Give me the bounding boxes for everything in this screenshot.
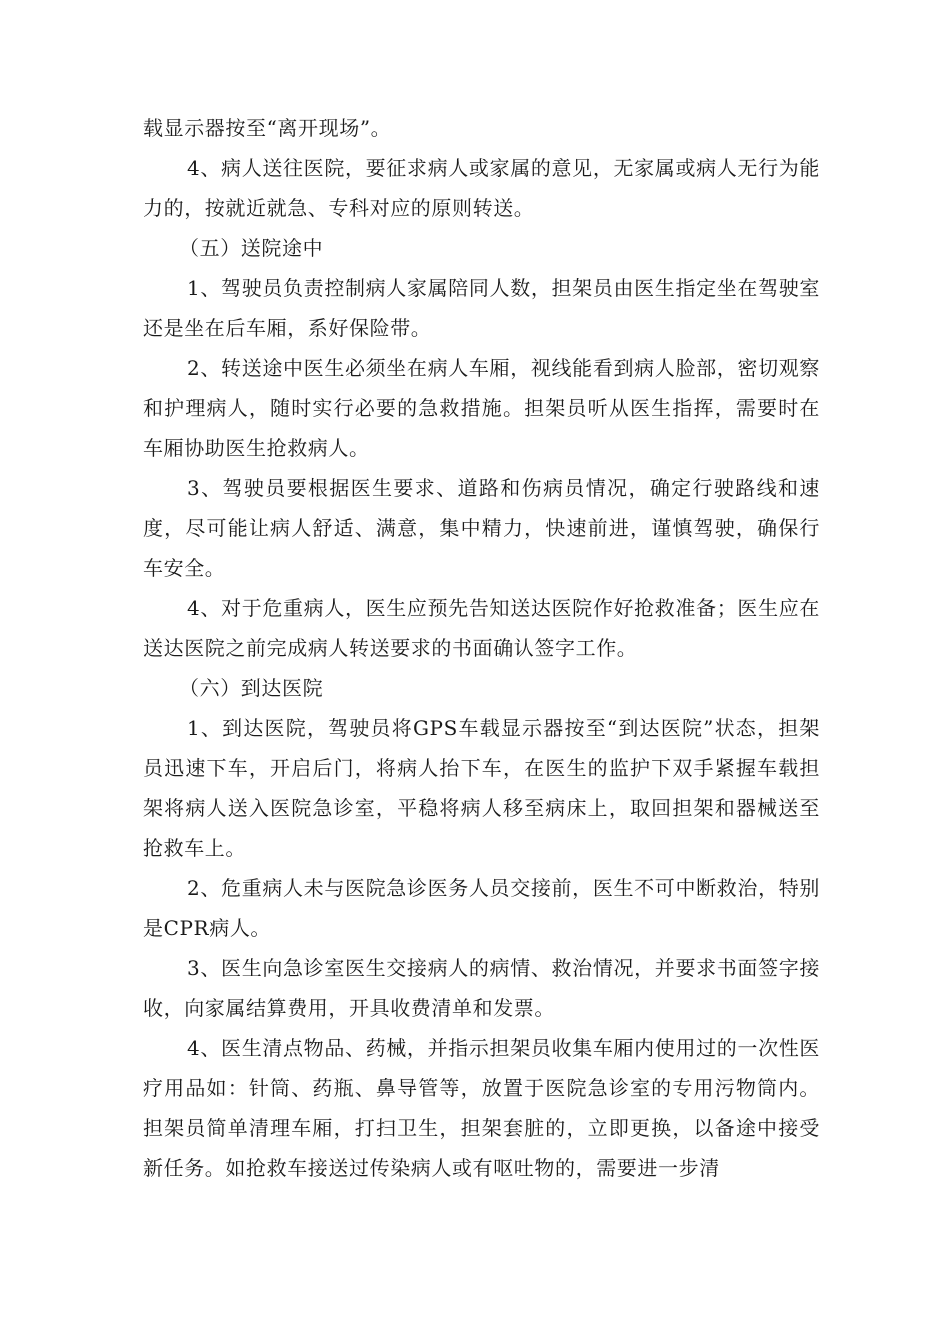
paragraph-item-1-driver: 1、驾驶员负责控制病人家属陪同人数，担架员由医生指定坐在驾驶室还是坐在后车厢，系好保险带。 <box>143 276 820 340</box>
paragraph-item-4-cleanup: 4、医生清点物品、药械，并指示担架员收集车厢内使用过的一次性医疗用品如：针筒、药瓶、鼻导管等，放置于医院急诊室的专用污物筒内。担架员简单清理车厢，打扫卫生，担架套脏的，立即更换，以备途中接受新任务。如抢救车接送过传染病人或有呕吐物的，需要进一步清 <box>143 1036 820 1180</box>
paragraph-item-2-doctor: 2、转送途中医生必须坐在病人车厢，视线能看到病人脸部，密切观察和护理病人，随时实行必要的急救措施。担架员听从医生指挥，需要时在车厢协助医生抢救病人。 <box>143 356 820 460</box>
paragraph-continuation: 载显示器按至“离开现场”。 <box>143 116 392 140</box>
paragraph-item-2-critical: 2、危重病人未与医院急诊医务人员交接前，医生不可中断救治，特别是CPR病人。 <box>143 876 820 940</box>
document-body <box>143 108 820 1188</box>
paragraph-item-3-route: 3、驾驶员要根据医生要求、道路和伤病员情况，确定行驶路线和速度，尽可能让病人舒适、满意，集中精力，快速前进，谨慎驾驶，确保行车安全。 <box>143 476 820 580</box>
paragraph-item-4-notify: 4、对于危重病人，医生应预先告知送达医院作好抢救准备；医生应在送达医院之前完成病人转送要求的书面确认签字工作。 <box>143 596 820 660</box>
section-heading-5: （五）送院途中 <box>179 236 324 260</box>
paragraph-item-4-transfer: 4、病人送往医院，要征求病人或家属的意见，无家属或病人无行为能力的，按就近就急、专科对应的原则转送。 <box>143 156 820 220</box>
paragraph-item-3-handover: 3、医生向急诊室医生交接病人的病情、救治情况，并要求书面签字接收，向家属结算费用，开具收费清单和发票。 <box>143 956 820 1020</box>
paragraph-item-1-arrival: 1、到达医院，驾驶员将GPS车载显示器按至“到达医院”状态，担架员迅速下车，开启后门，将病人抬下车，在医生的监护下双手紧握车载担架将病人送入医院急诊室，平稳将病人移至病床上，取回担架和器械送至抢救车上。 <box>143 716 820 860</box>
section-heading-6: （六）到达医院 <box>179 676 324 700</box>
